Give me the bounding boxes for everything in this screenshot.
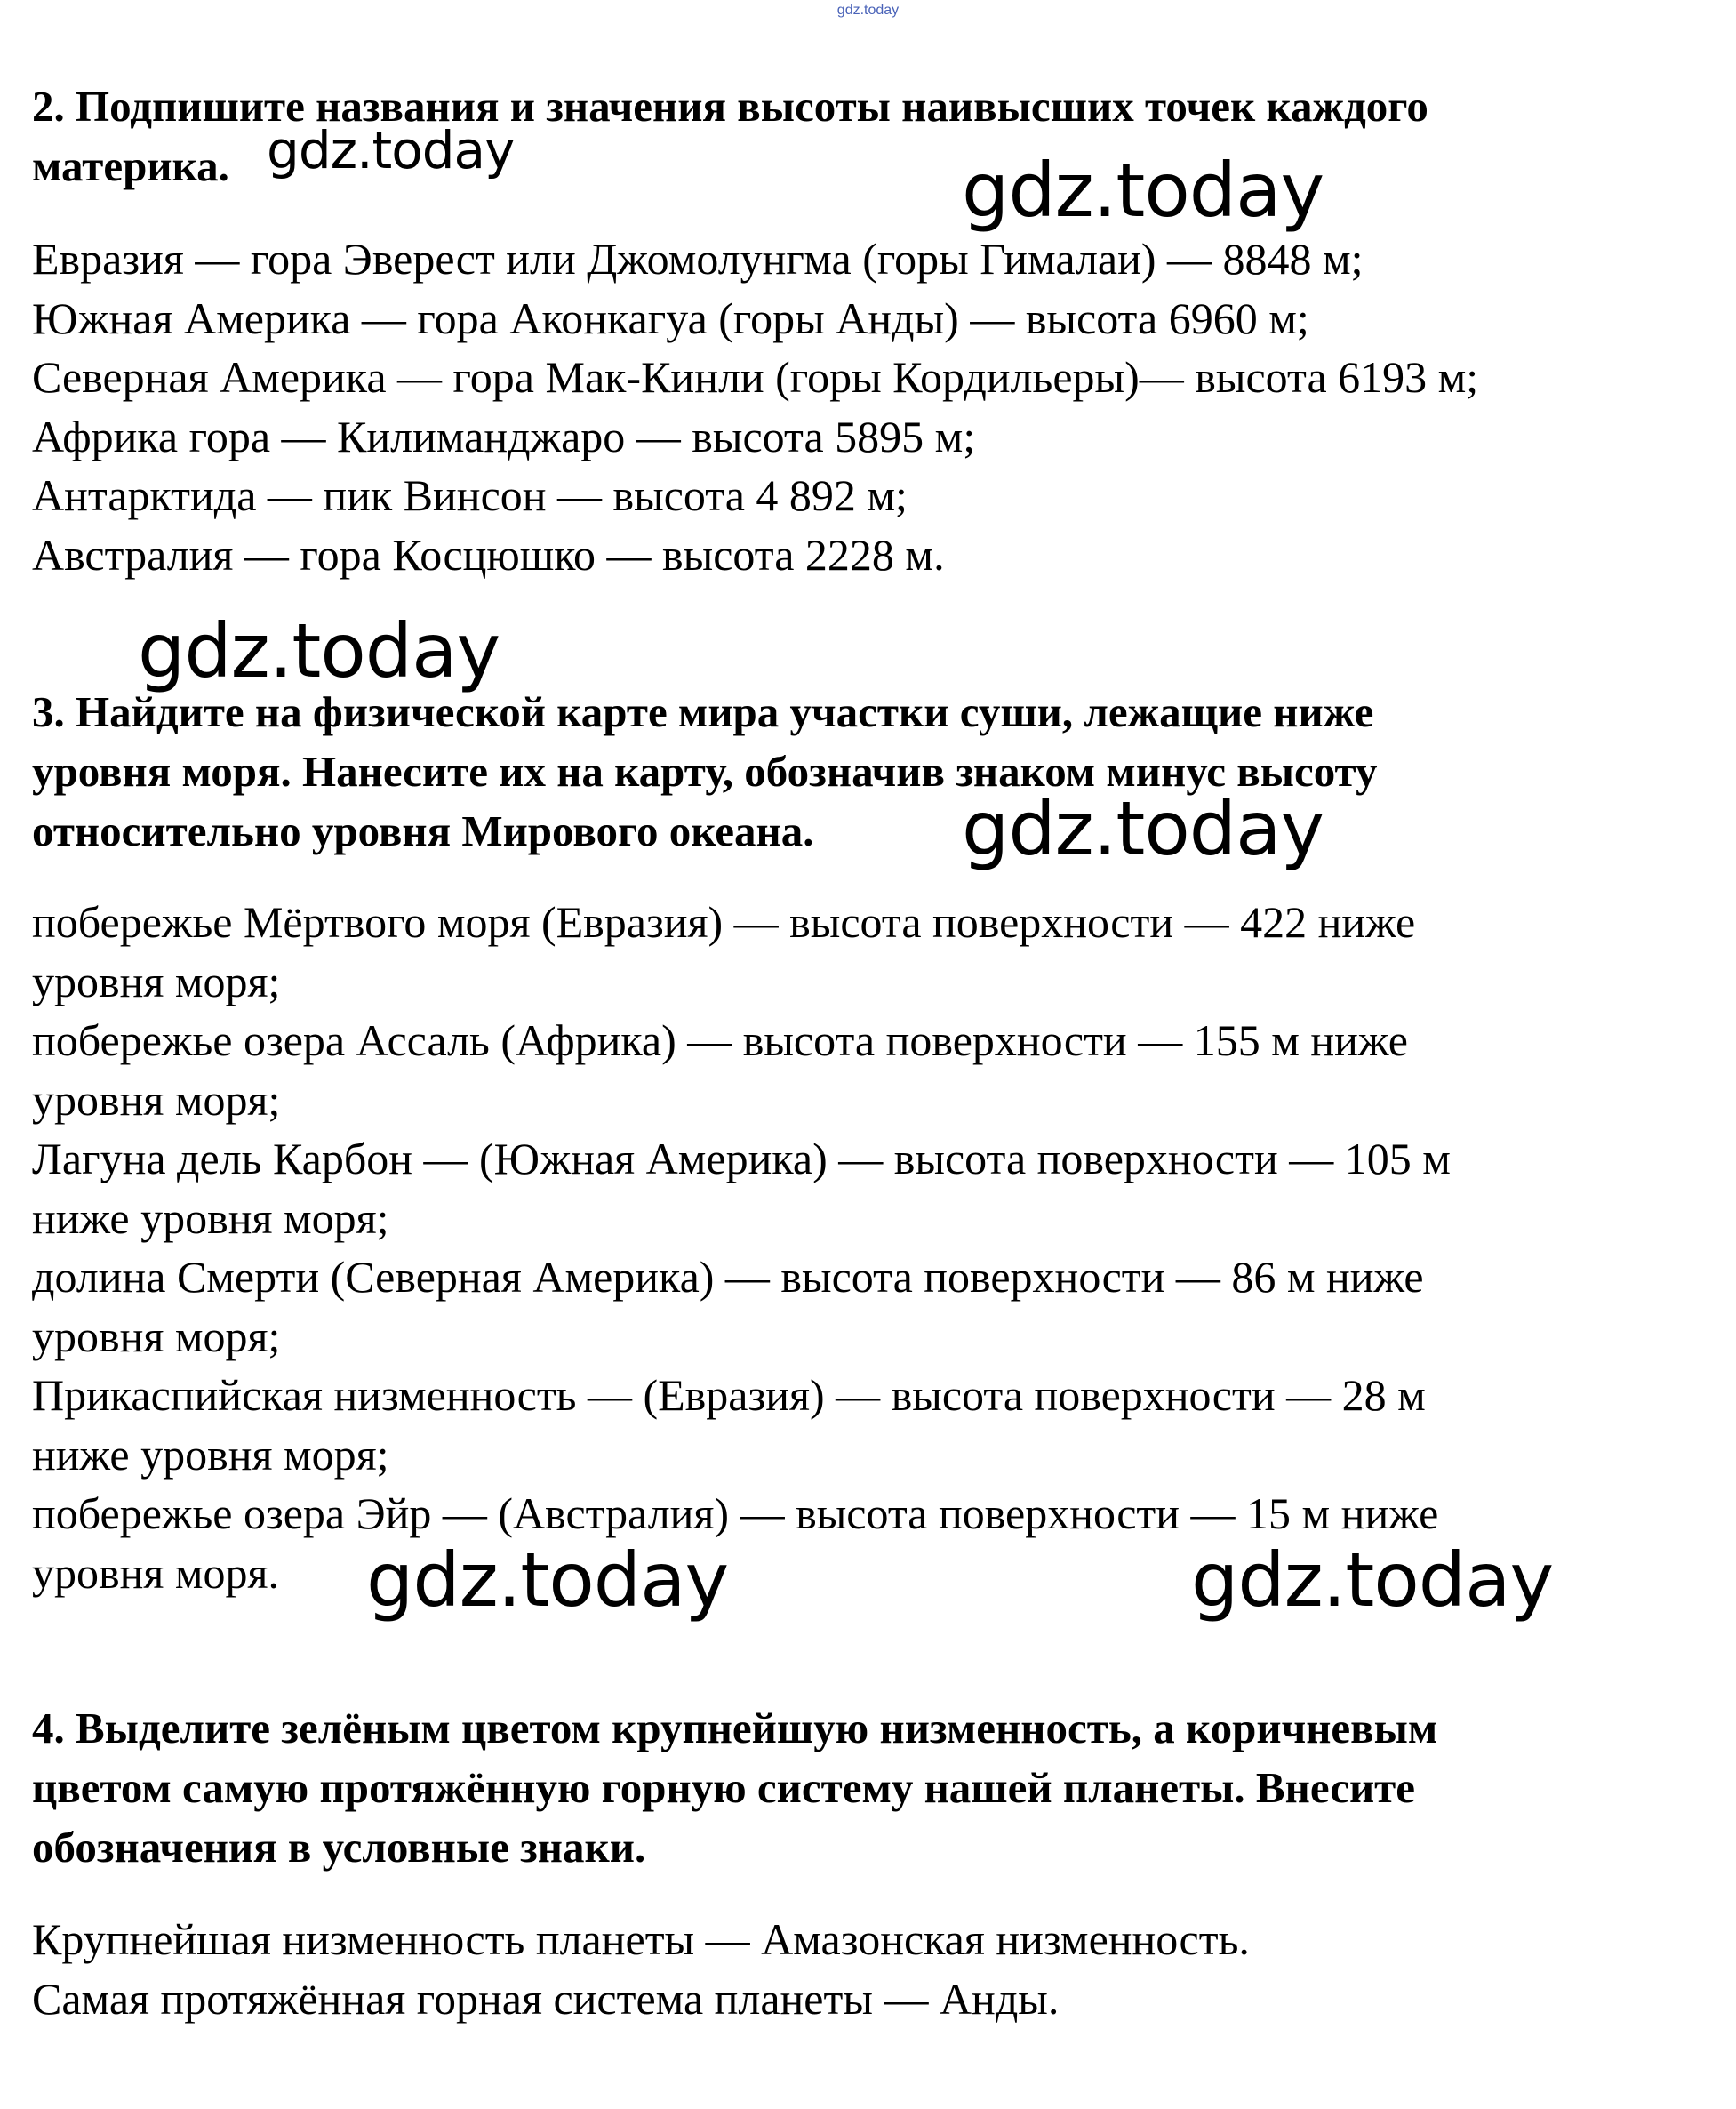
task-2-answer xyxy=(32,229,1721,584)
task-2-heading-line-1: 2. Подпишите названия и значения высоты наивысших точек каждого xyxy=(32,82,1428,131)
watermark: gdz.today xyxy=(138,607,500,694)
answer-line: ниже уровня моря; xyxy=(32,1192,389,1243)
answer-line: уровня моря; xyxy=(32,956,281,1006)
task-4-heading-line-2: цветом самую протяжённую горную систему нашей планеты. Внесите xyxy=(32,1763,1415,1812)
answer-line: Самая протяжённая горная система планеты — Анды. xyxy=(32,1973,1060,2024)
watermark: gdz.today xyxy=(962,147,1324,234)
task-4-heading-line-1: 4. Выделите зелёным цветом крупнейшую низменность, а коричневым xyxy=(32,1704,1438,1752)
watermark: gdz.today xyxy=(366,1536,729,1624)
answer-line: уровня моря; xyxy=(32,1074,281,1125)
task-4-heading xyxy=(32,1698,1721,1877)
task-3-heading-line-1: 3. Найдите на физической карте мира участки суши, лежащие ниже xyxy=(32,687,1374,736)
answer-line: Австралия — гора Косцюшко — высота 2228 м. xyxy=(32,529,945,580)
answer-line: Евразия — гора Эверест или Джомолунгма (горы Гималаи) — 8848 м; xyxy=(32,234,1364,284)
answer-line: Лагуна дель Карбон — (Южная Америка) — высота поверхности — 105 м xyxy=(32,1134,1451,1183)
answer-line: Южная Америка — гора Аконкагуа (горы Анды) — высота 6960 м; xyxy=(32,293,1309,343)
answer-line: побережье озера Ассаль (Африка) — высота поверхности — 155 м ниже xyxy=(32,1015,1408,1065)
task-4-heading-line-3: обозначения в условные знаки. xyxy=(32,1823,646,1872)
answer-line: Северная Америка — гора Мак-Кинли (горы Кордильеры)— высота 6193 м; xyxy=(32,352,1479,402)
answer-line: Прикаспийская низменность — (Евразия) — высота поверхности — 28 м xyxy=(32,1370,1426,1420)
answer-line: побережье Мёртвого моря (Евразия) — высота поверхности — 422 ниже xyxy=(32,897,1416,947)
answer-line: Африка гора — Килиманджаро — высота 5895 м; xyxy=(32,411,976,461)
task-4-answer xyxy=(32,1910,1721,2028)
task-2-heading-line-2: материка. xyxy=(32,141,229,190)
answer-line: уровня моря; xyxy=(32,1311,281,1361)
watermark: gdz.today xyxy=(267,120,515,180)
answer-line: Крупнейшая низменность планеты — Амазонская низменность. xyxy=(32,1914,1250,1964)
watermark: gdz.today xyxy=(1191,1536,1554,1624)
answer-line: Антарктида — пик Винсон — высота 4 892 м; xyxy=(32,470,908,520)
answer-line: уровня моря. xyxy=(32,1547,280,1598)
task-3-heading xyxy=(32,682,1721,861)
task-3-answer xyxy=(32,893,1721,1602)
answer-line: побережье озера Эйр — (Австралия) — высота поверхности — 15 м ниже xyxy=(32,1488,1439,1538)
task-3-heading-line-2: уровня моря. Нанесите их на карту, обозначив знаком минус высоту xyxy=(32,747,1378,796)
answer-line: ниже уровня моря; xyxy=(32,1429,389,1480)
task-3-heading-line-3: относительно уровня Мирового океана. xyxy=(32,806,814,855)
header-watermark: gdz.today xyxy=(836,3,900,18)
watermark: gdz.today xyxy=(962,785,1324,872)
answer-line: долина Смерти (Северная Америка) — высота поверхности — 86 м ниже xyxy=(32,1252,1424,1302)
